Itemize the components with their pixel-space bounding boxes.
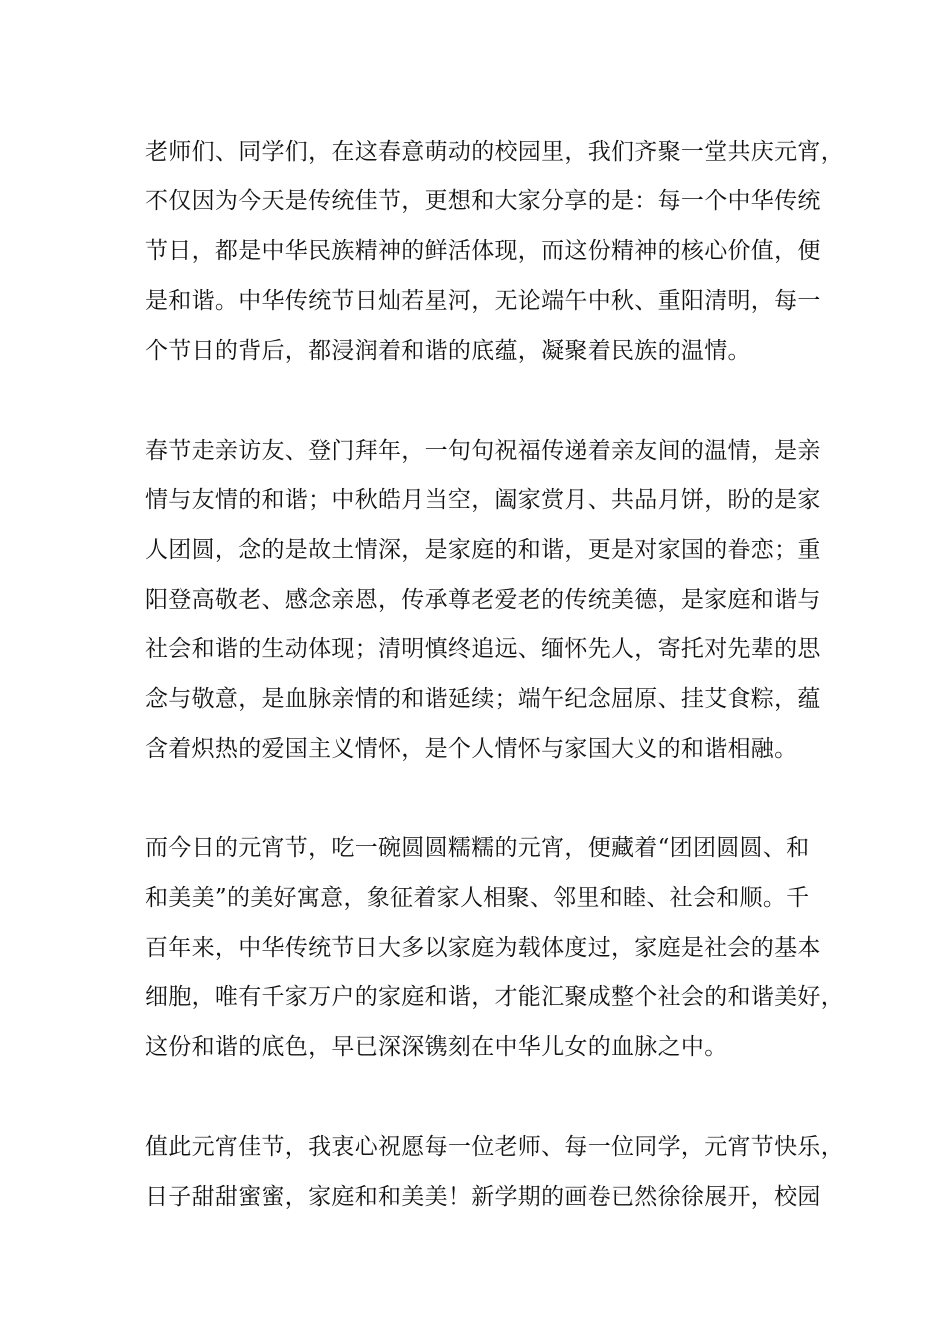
paragraph-line: 个节日的背后，都浸润着和谐的底蕴，凝聚着民族的温情。 [145, 338, 751, 364]
paragraph-line: 节日，都是中华民族精神的鲜活体现，而这份精神的核心价值，便 [145, 238, 821, 264]
paragraph-line: 细胞，唯有千家万户的家庭和谐，才能汇聚成整个社会的和谐美好， [145, 984, 844, 1010]
paragraph-line: 日子甜甜蜜蜜，家庭和和美美！新学期的画卷已然徐徐展开，校园 [145, 1184, 821, 1210]
paragraph-line: 而今日的元宵节，吃一碗圆圆糯糯的元宵，便藏着“团团圆圆、和 [145, 835, 810, 861]
paragraph-line: 社会和谐的生动体现；清明慎终追远、缅怀先人，寄托对先辈的思 [145, 636, 821, 662]
paragraph-line: 百年来，中华传统节日大多以家庭为载体度过，家庭是社会的基本 [145, 935, 821, 961]
paragraph-line: 是和谐。中华传统节日灿若星河，无论端午中秋、重阳清明，每一 [145, 288, 821, 314]
paragraph-line: 情与友情的和谐；中秋皓月当空，阖家赏月、共品月饼，盼的是家 [145, 487, 821, 513]
paragraph-line: 这份和谐的底色，早已深深镌刻在中华儿女的血脉之中。 [145, 1034, 728, 1060]
paragraph-line: 老师们、同学们，在这春意萌动的校园里，我们齐聚一堂共庆元宵， [145, 139, 844, 165]
paragraph-line: 念与敬意，是血脉亲情的和谐延续；端午纪念屈原、挂艾食粽，蕴 [145, 686, 821, 712]
paragraph-line: 和美美”的美好寓意，象征着家人相聚、邻里和睦、社会和顺。千 [145, 885, 810, 911]
paragraph-line: 含着炽热的爱国主义情怀，是个人情怀与家国大义的和谐相融。 [145, 736, 798, 762]
paragraph-line: 春节走亲访友、登门拜年，一句句祝福传递着亲友间的温情，是亲 [145, 438, 821, 464]
paragraph-line: 人团圆，念的是故土情深，是家庭的和谐，更是对家国的眷恋；重 [145, 537, 821, 563]
paragraph-line: 不仅因为今天是传统佳节，更想和大家分享的是：每一个中华传统 [145, 188, 821, 214]
paragraph-line: 值此元宵佳节，我衷心祝愿每一位老师、每一位同学，元宵节快乐， [145, 1134, 844, 1160]
paragraph-line: 阳登高敬老、感念亲恩，传承尊老爱老的传统美德，是家庭和谐与 [145, 587, 821, 613]
